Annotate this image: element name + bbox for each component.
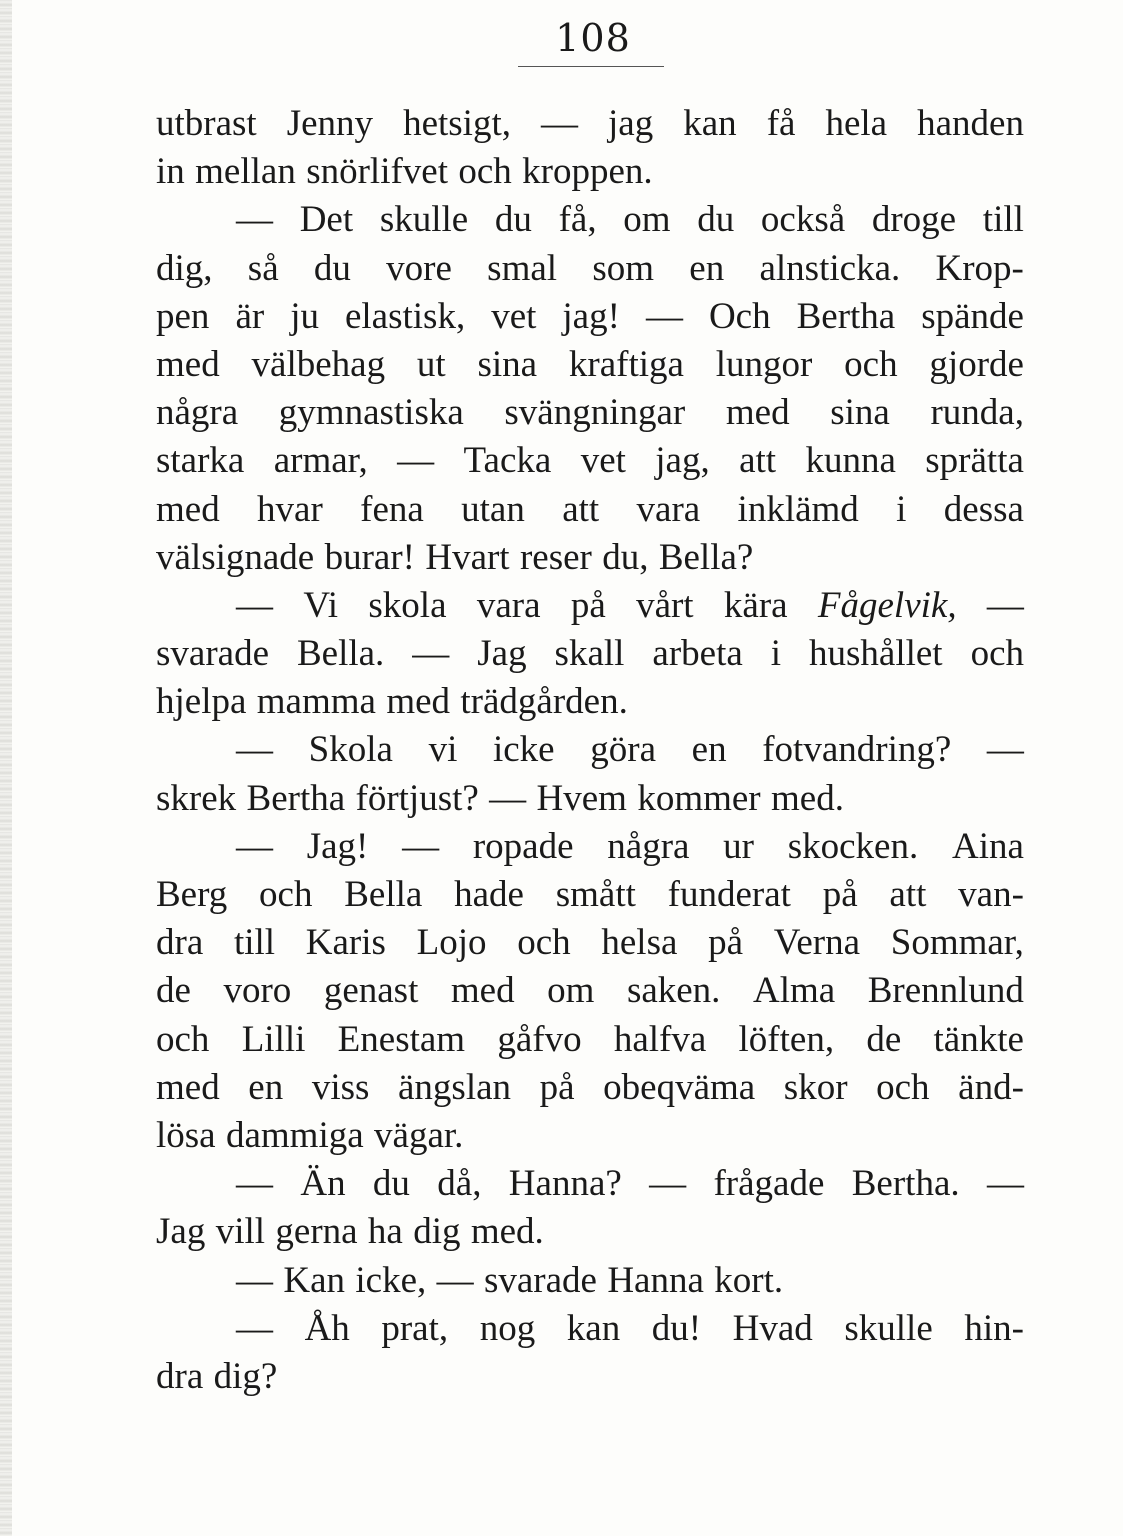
word: mamma xyxy=(256,681,376,723)
scan-edge xyxy=(0,0,12,1536)
word: handen xyxy=(917,103,1024,144)
word: mellan xyxy=(195,151,296,193)
word: helsa xyxy=(601,922,678,964)
word: dig, xyxy=(156,247,213,289)
word: — xyxy=(986,729,1024,771)
text-line xyxy=(156,245,1024,293)
word: jag xyxy=(608,103,654,144)
word: ju xyxy=(290,295,319,337)
text-line xyxy=(156,1016,1024,1064)
word: några xyxy=(607,825,690,867)
word: dra xyxy=(156,922,204,964)
word: med. xyxy=(771,777,844,819)
word: och xyxy=(259,874,313,915)
text-line xyxy=(156,100,1024,148)
word: genast xyxy=(323,970,419,1012)
word: Brennlund xyxy=(867,970,1024,1012)
word: hvar xyxy=(257,488,323,530)
word: gåfvo xyxy=(497,1018,582,1060)
word: att xyxy=(889,874,927,915)
text-line xyxy=(156,1257,1024,1305)
word: på xyxy=(708,922,744,964)
word: Verna xyxy=(773,922,861,964)
word: Bella? xyxy=(658,536,754,578)
word: Alma xyxy=(752,970,836,1012)
word: att xyxy=(562,488,600,530)
word: Hanna xyxy=(607,1259,704,1301)
word: du! xyxy=(651,1307,702,1349)
text-line xyxy=(156,967,1024,1015)
word: är xyxy=(235,295,265,337)
word: och xyxy=(876,1066,930,1108)
word: tänkte xyxy=(933,1018,1024,1060)
word: välsignade xyxy=(156,536,315,578)
word: — xyxy=(986,584,1024,626)
word: — xyxy=(489,777,527,819)
word: Bertha xyxy=(246,777,346,819)
word: smal xyxy=(487,247,558,289)
text-line xyxy=(156,775,1024,823)
word: du xyxy=(372,1163,410,1205)
word: Enestam xyxy=(337,1018,466,1060)
word: starka xyxy=(156,440,245,482)
word: dammiga xyxy=(225,1114,364,1156)
word: kommer xyxy=(637,777,761,819)
word: i xyxy=(770,633,782,675)
word: burar! xyxy=(324,536,415,578)
word: Vi xyxy=(303,584,339,626)
word: Skola xyxy=(308,729,393,771)
word: Bella. xyxy=(296,633,385,675)
text-line xyxy=(156,196,1024,244)
word: Jag xyxy=(156,1211,206,1253)
word: gjorde xyxy=(929,343,1024,385)
word: obeqväma xyxy=(603,1066,756,1108)
word: — xyxy=(236,1163,273,1205)
word: utbrast xyxy=(156,103,257,144)
body-text xyxy=(156,100,1024,1401)
header-rule xyxy=(518,66,664,67)
text-line xyxy=(156,148,1024,196)
word: i xyxy=(896,488,907,530)
word: — xyxy=(649,1163,687,1205)
word: några xyxy=(156,392,239,434)
word: fena xyxy=(360,488,424,530)
text-line xyxy=(156,1208,1024,1256)
word: in xyxy=(156,151,185,193)
word: vi xyxy=(428,729,458,771)
word: Hvad xyxy=(732,1307,813,1349)
text-line xyxy=(156,534,1024,582)
word: alnsticka. xyxy=(759,247,901,289)
word: halfva xyxy=(613,1018,707,1060)
text-line xyxy=(156,823,1024,871)
word: icke xyxy=(492,729,555,771)
text-line xyxy=(156,293,1024,341)
word: med. xyxy=(470,1211,544,1253)
word: skall xyxy=(554,633,625,675)
word: få, xyxy=(558,199,597,241)
word: hjelpa xyxy=(156,681,247,723)
word: dig? xyxy=(213,1355,278,1397)
word: Det xyxy=(299,199,354,241)
word: — xyxy=(236,199,273,241)
word: Lojo xyxy=(416,922,487,964)
word: Hvem xyxy=(536,777,627,819)
word: Sommar, xyxy=(890,922,1024,964)
word: Jenny xyxy=(286,103,374,144)
word: droge xyxy=(871,199,957,241)
word: voro xyxy=(223,970,292,1012)
word: och xyxy=(970,633,1024,675)
word: — xyxy=(412,633,450,675)
word: på xyxy=(570,584,606,626)
word: ropade xyxy=(472,825,574,867)
word: jag, xyxy=(655,440,710,482)
word: jag! xyxy=(562,295,620,337)
word: med xyxy=(386,681,451,723)
word: på xyxy=(539,1066,575,1108)
word: vet xyxy=(491,295,537,337)
word: med xyxy=(450,970,515,1012)
word: vara xyxy=(636,488,701,530)
word: vore xyxy=(386,247,452,289)
word: kroppen. xyxy=(522,151,653,193)
word: viss xyxy=(311,1066,370,1108)
page-number: 108 xyxy=(555,16,631,60)
text-line xyxy=(156,341,1024,389)
word: frågade xyxy=(713,1163,825,1205)
word: Jag! xyxy=(306,825,369,867)
word: trädgården. xyxy=(460,681,628,723)
word: Åh xyxy=(304,1307,350,1349)
word: om xyxy=(623,199,671,241)
word: hin- xyxy=(964,1307,1024,1349)
word: kraftiga xyxy=(568,343,684,385)
word: hela xyxy=(825,103,888,144)
word: hade xyxy=(454,874,524,915)
word: skocken. xyxy=(787,825,919,867)
word: — xyxy=(397,440,435,482)
word: — xyxy=(986,1163,1024,1205)
word: svängningar xyxy=(504,392,686,434)
word: skola xyxy=(368,584,447,626)
text-line xyxy=(156,1064,1024,1112)
word: Lilli xyxy=(241,1018,306,1060)
word: Kan xyxy=(283,1259,346,1301)
word: sina xyxy=(830,392,890,434)
word: skor xyxy=(783,1066,848,1108)
word: hushållet xyxy=(809,633,943,675)
word: Bella xyxy=(344,874,423,915)
word: och xyxy=(458,151,512,193)
text-line xyxy=(156,437,1024,485)
word: — xyxy=(236,584,273,626)
text-line xyxy=(156,678,1024,726)
word: att xyxy=(739,440,777,482)
word: svarade xyxy=(483,1259,597,1301)
word: och xyxy=(844,343,898,385)
word: kära xyxy=(723,584,788,626)
word: till xyxy=(233,922,276,964)
word: gymnastiska xyxy=(278,392,464,434)
word: och xyxy=(156,1018,210,1060)
word: spände xyxy=(921,295,1024,337)
word: — xyxy=(236,825,273,867)
word: med xyxy=(725,392,790,434)
word: Och xyxy=(708,295,771,337)
word: — xyxy=(436,1259,474,1301)
word: de xyxy=(866,1018,902,1060)
word: kunna xyxy=(805,440,896,482)
word: och xyxy=(517,922,571,964)
word: skulle xyxy=(379,199,469,241)
word: saken. xyxy=(626,970,721,1012)
word: — xyxy=(236,1259,273,1301)
word: kan xyxy=(566,1307,621,1349)
word: så xyxy=(247,247,279,289)
word: vårt xyxy=(636,584,694,626)
word: smått xyxy=(555,874,636,915)
text-line xyxy=(156,582,1024,630)
word: sprätta xyxy=(925,440,1024,482)
word: snörlifvet xyxy=(306,151,448,193)
word: som xyxy=(592,247,655,289)
word: — xyxy=(645,295,683,337)
word: dig xyxy=(413,1211,461,1253)
word: förtjust? xyxy=(355,777,479,819)
text-line xyxy=(156,1353,1024,1401)
word: med xyxy=(156,343,220,385)
word: då, xyxy=(437,1163,482,1205)
word: nog xyxy=(479,1307,536,1349)
word: du xyxy=(494,199,532,241)
word: med xyxy=(156,1066,220,1108)
word: få xyxy=(766,103,796,144)
word: Hanna? xyxy=(508,1163,622,1205)
text-line xyxy=(156,919,1024,967)
word: du xyxy=(697,199,735,241)
word: hetsigt, xyxy=(403,103,511,144)
word: armar, xyxy=(273,440,368,482)
word: Karis xyxy=(305,922,386,964)
word: änd- xyxy=(958,1066,1024,1108)
word: — xyxy=(236,1307,273,1349)
word: med xyxy=(156,488,220,530)
word: — xyxy=(236,729,273,771)
word: löften, xyxy=(738,1018,835,1060)
word: svarade xyxy=(156,633,269,675)
word: prat, xyxy=(381,1307,449,1349)
word: vill xyxy=(215,1211,266,1253)
text-line xyxy=(156,1112,1024,1160)
word: dessa xyxy=(943,488,1024,530)
word: funderat xyxy=(667,874,791,915)
word: på xyxy=(822,874,858,915)
text-line xyxy=(156,726,1024,774)
word: ut xyxy=(416,343,446,385)
word: en xyxy=(248,1066,284,1108)
word: vet xyxy=(580,440,626,482)
word: icke, xyxy=(355,1259,427,1301)
word: Än xyxy=(300,1163,346,1205)
word: ängslan xyxy=(398,1066,512,1108)
word: — xyxy=(402,825,440,867)
word: en xyxy=(691,729,727,771)
word: Aina xyxy=(951,825,1024,867)
word: fotvandring? xyxy=(762,729,952,771)
word: pen xyxy=(156,295,210,337)
word: välbehag xyxy=(251,343,386,385)
text-line xyxy=(156,1305,1024,1353)
word: du xyxy=(313,247,351,289)
text-line xyxy=(156,871,1024,919)
word: runda, xyxy=(930,392,1024,434)
text-line xyxy=(156,1160,1024,1208)
word: lösa xyxy=(156,1114,216,1156)
text-line xyxy=(156,630,1024,678)
word: Fågelvik, xyxy=(817,584,957,626)
word: Hvart xyxy=(425,536,510,578)
word: gerna xyxy=(275,1211,358,1253)
word: reser xyxy=(519,536,592,578)
word: ha xyxy=(367,1211,403,1253)
word: Bertha. xyxy=(851,1163,960,1205)
text-line xyxy=(156,486,1024,534)
word: — xyxy=(541,103,578,144)
word: till xyxy=(982,199,1024,241)
word: van- xyxy=(958,874,1024,915)
word: lungor xyxy=(715,343,813,385)
word: Bertha xyxy=(796,295,896,337)
word: Krop- xyxy=(935,247,1024,289)
word: kan xyxy=(683,103,737,144)
word: sina xyxy=(477,343,538,385)
word: kort. xyxy=(714,1259,784,1301)
word: skulle xyxy=(844,1307,933,1349)
word: också xyxy=(760,199,846,241)
word: en xyxy=(689,247,725,289)
word: utan xyxy=(461,488,525,530)
word: du, xyxy=(602,536,649,578)
word: arbeta xyxy=(652,633,743,675)
word: skrek xyxy=(156,777,237,819)
word: inklämd xyxy=(737,488,859,530)
word: vara xyxy=(476,584,541,626)
word: ur xyxy=(723,825,754,867)
word: om xyxy=(547,970,595,1012)
word: Jag xyxy=(477,633,527,675)
word: vägar. xyxy=(374,1114,464,1156)
word: elastisk, xyxy=(344,295,466,337)
word: Tacka xyxy=(463,440,552,482)
word: Berg xyxy=(156,874,228,915)
text-line xyxy=(156,389,1024,437)
word: de xyxy=(156,970,191,1012)
word: göra xyxy=(590,729,656,771)
word: dra xyxy=(156,1355,204,1397)
